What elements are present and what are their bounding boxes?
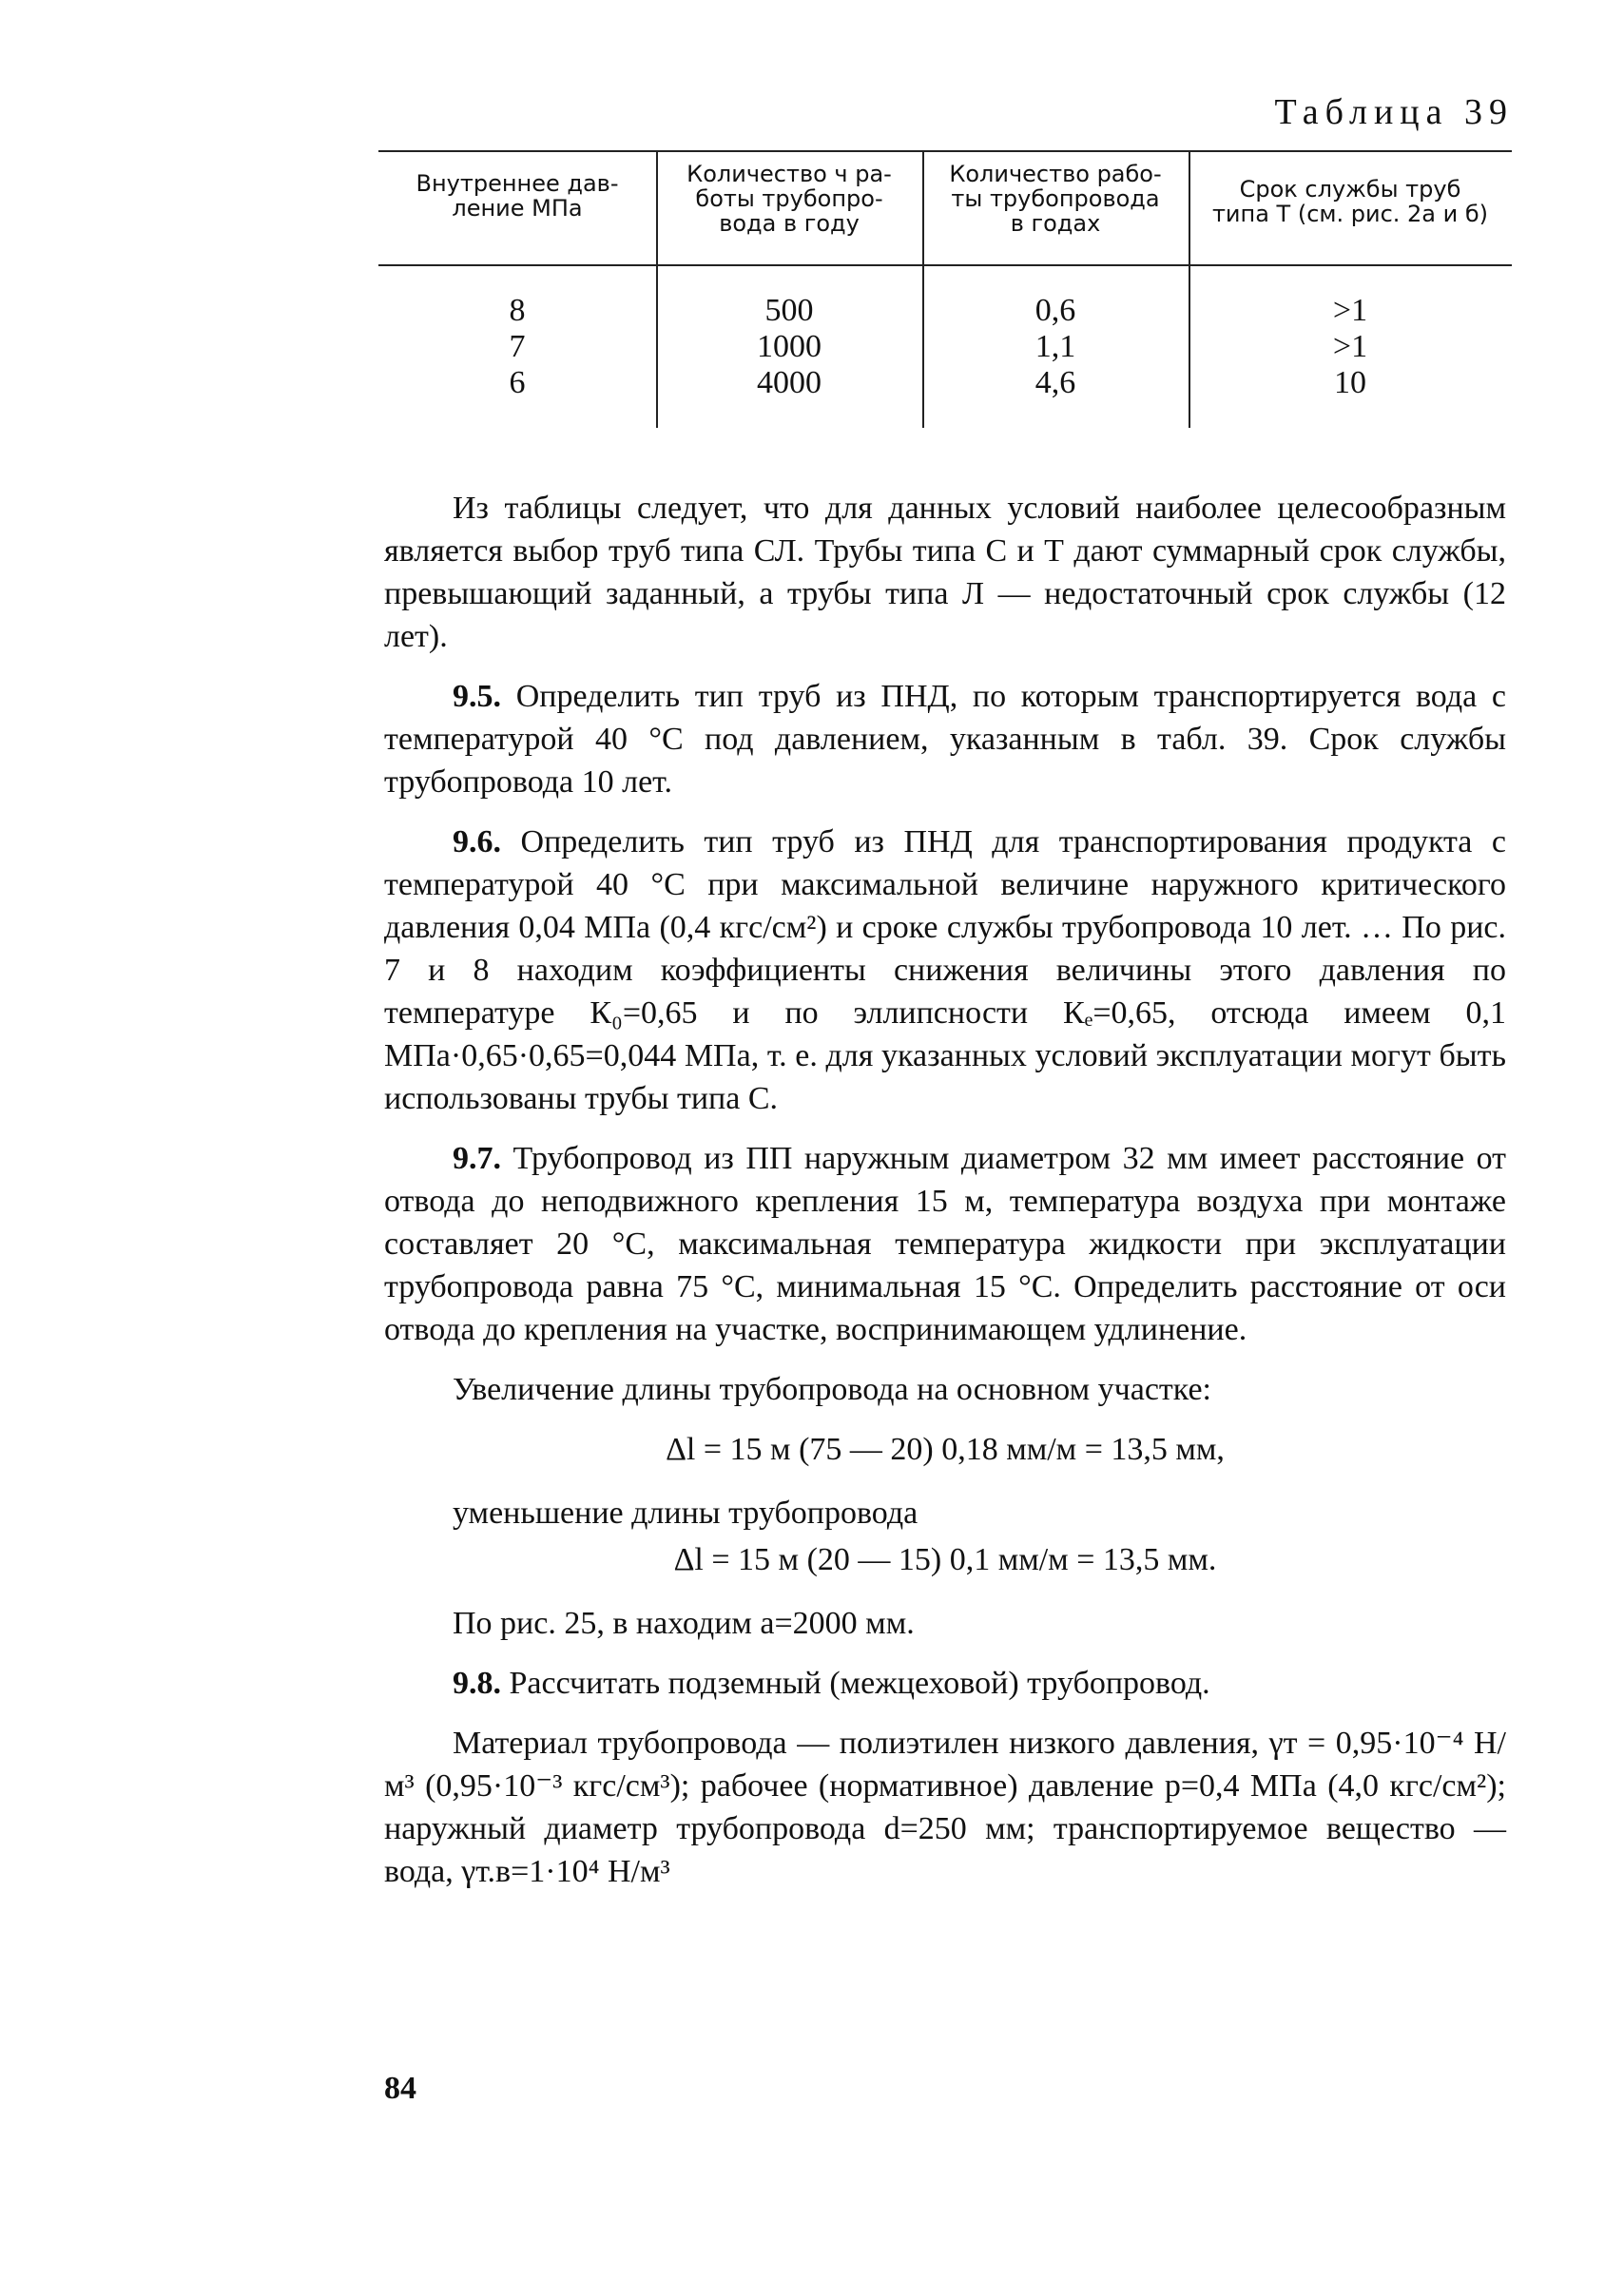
table-top-rule [378,150,1512,152]
header-line: Срок службы труб [1239,176,1461,203]
table-header-hours [656,162,922,236]
table-cell: 8 [509,293,526,328]
table-header-rule [378,264,1512,266]
paragraph-text: Определить тип труб из ПНД для транспортирования продукта с температурой 40 °С при максимальной величине наружного критического давления 0,04 МПа (0,4 кгс/см²) и сроке службы трубопровода 10 лет. … По рис. 7 и 8 находим коэффициенты снижения величины этого давления по температуре К₀=0,65 и по эллипсности Кₑ=0,65, отсюда имеем 0,1 МПа·0,65·0,65=0,044 МПа, т. е. для указанных условий эксплуатации могут быть использованы трубы типа С. [384,824,1507,1116]
table-cell: 4000 [757,365,822,400]
table-cell: 500 [764,293,814,328]
paragraph-task-9-7 [384,1137,1506,1351]
paragraph-figure-ref [384,1602,1506,1645]
paragraph-text: Увеличение длины трубопровода на основном участке: [453,1372,1212,1407]
header-line: Количество ч ра- [686,161,892,187]
task-number: 9.6. [453,824,501,859]
header-line: ты трубопровода [951,185,1160,212]
header-line: типа Т (см. рис. 2а и б) [1211,201,1489,227]
page-number: 84 [384,2071,416,2106]
paragraph-text: Трубопровод из ПП наружным диаметром 32 мм имеет расстояние от отвода до неподвижного крепления 15 м, температура воздуха при монтаже составляет 20 °С, максимальная температура жидкости при эксплуатации трубопровода равна 75 °С, минимальная 15 °С. Определить расстояние от оси отвода до крепления на участке, воспринимающем удлинение. [384,1141,1507,1347]
header-line: вода в году [719,210,860,237]
paragraph-material [384,1722,1506,1893]
body-text [384,487,1506,1910]
table-cell: 1000 [757,329,822,364]
table-header-pressure [378,171,656,221]
table-header-service-life [1189,177,1512,226]
header-line: боты трубопро- [695,185,883,212]
formula-elongation: Δl = 15 м (75 — 20) 0,18 мм/м = 13,5 мм, [666,1432,1225,1467]
table-cell: >1 [1332,329,1368,364]
table-cell: 6 [509,365,526,400]
table-caption: Таблица 39 [1274,92,1514,132]
paragraph-task-9-5 [384,675,1506,803]
header-line: Количество рабо- [949,161,1162,187]
paragraph-task-9-6 [384,820,1506,1120]
table-cell: 7 [509,329,526,364]
data-table [378,150,1512,428]
paragraph-text: Рассчитать подземный (межцеховой) трубопровод. [509,1666,1210,1701]
table-column-pressure [378,293,656,401]
paragraph-conclusion [384,487,1506,658]
table-cell: 1,1 [1034,329,1076,364]
paragraph-text: Определить тип труб из ПНД, по которым транспортируется вода с температурой 40 °С под давлением, указанным в табл. 39. Срок службы трубопровода 10 лет. [384,679,1507,800]
header-line: ление МПа [452,195,583,222]
table-cell: 10 [1334,365,1366,400]
paragraph-text: По рис. 25, в находим a=2000 мм. [453,1606,915,1641]
paragraph-text: Из таблицы следует, что для данных условий наиболее целесообразным является выбор труб типа СЛ. Трубы типа С и Т дают суммарный срок службы, превышающий заданный, а трубы типа Л — недостаточный срок службы (12 лет). [384,491,1506,654]
table-cell: >1 [1332,293,1368,328]
header-line: Внутреннее дав- [416,170,619,197]
table-header-years [922,162,1189,236]
paragraph-shortening [384,1492,1506,1535]
paragraph-text: Материал трубопровода — полиэтилен низкого давления, γт = 0,95·10⁻⁴ Н/м³ (0,95·10⁻³ кгс/см³); рабочее (нормативное) давление p=0,4 МПа (4,0 кгс/см²); наружный диаметр трубопровода d=250 мм; транспортируемое вещество — вода, γт.в=1·10⁴ Н/м³ [384,1726,1506,1889]
task-number: 9.7. [453,1141,501,1176]
table-cell: 4,6 [1034,365,1076,400]
task-number: 9.8. [453,1666,501,1701]
paragraph-task-9-8 [384,1662,1506,1705]
table-column-years [922,293,1189,401]
paragraph-text: уменьшение длины трубопровода [453,1496,918,1531]
table-column-hours [656,293,922,401]
table-column-service-life [1189,293,1512,401]
header-line: в годах [1010,210,1101,237]
task-number: 9.5. [453,679,501,714]
formula-shortening: Δl = 15 м (20 — 15) 0,1 мм/м = 13,5 мм. [673,1542,1217,1577]
table-cell: 0,6 [1034,293,1076,328]
paragraph-elongation [384,1368,1506,1411]
